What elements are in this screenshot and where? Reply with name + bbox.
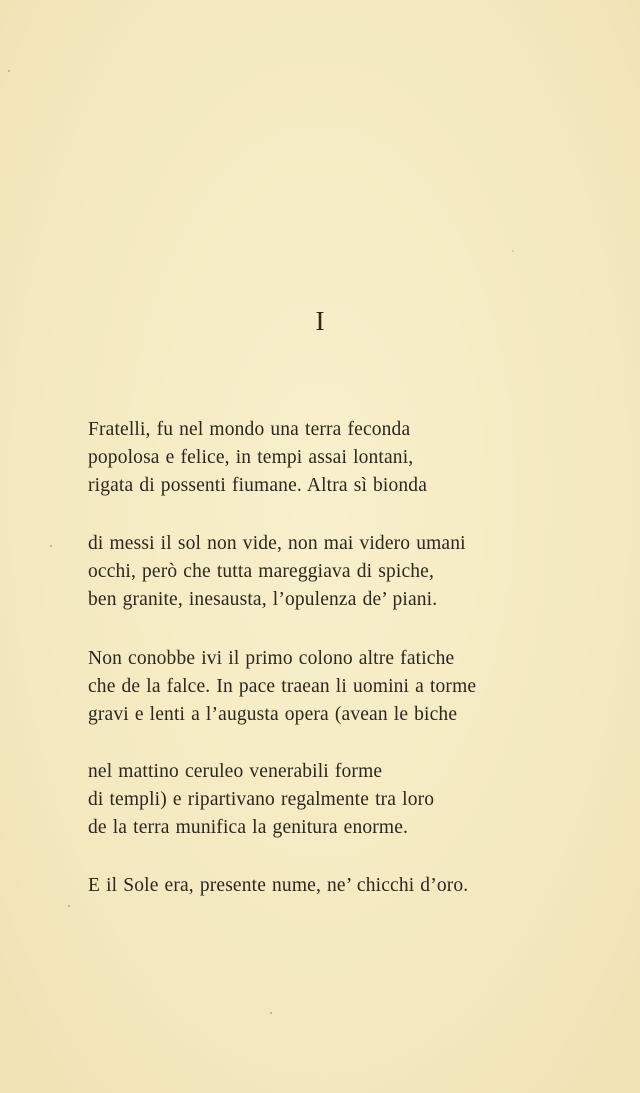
- poem-line: nel mattino ceruleo venerabili forme: [88, 761, 383, 782]
- poem-line: di templi) e ripartivano regalmente tra loro: [88, 789, 435, 810]
- poem-line: ben granite, inesausta, l’opulenza de’ piani.: [88, 589, 438, 610]
- paper-speck: [50, 545, 52, 547]
- paper-speck: [512, 250, 514, 252]
- stanza-4: [88, 758, 628, 842]
- paper-speck: [68, 905, 70, 907]
- poem-line: rigata di possenti fiumane. Altra sì bionda: [88, 475, 428, 496]
- stanza-5: [88, 872, 628, 900]
- poem-line: che de la falce. In pace traean li uomini a torme: [88, 676, 477, 697]
- poem-line: Fratelli, fu nel mondo una terra feconda: [88, 419, 411, 440]
- poem-line: di messi il sol non vide, non mai videro umani: [88, 533, 466, 554]
- poem-line: popolosa e felice, in tempi assai lontani,: [88, 447, 414, 468]
- paper-speck: [270, 1012, 272, 1014]
- section-numeral: I: [315, 306, 325, 336]
- poem-line: de la terra munifica la genitura enorme.: [88, 817, 409, 838]
- stanza-1: [88, 416, 628, 500]
- poem-line: Non conobbe ivi il primo colono altre fatiche: [88, 648, 455, 669]
- poem-line: occhi, però che tutta mareggiava di spiche,: [88, 561, 434, 582]
- poem-line: gravi e lenti a l’augusta opera (avean le biche: [88, 704, 458, 725]
- stanza-2: [88, 530, 628, 614]
- stanza-3: [88, 645, 628, 729]
- paper-speck: [8, 70, 10, 72]
- poem-line: E il Sole era, presente nume, ne’ chicchi d’oro.: [88, 875, 469, 896]
